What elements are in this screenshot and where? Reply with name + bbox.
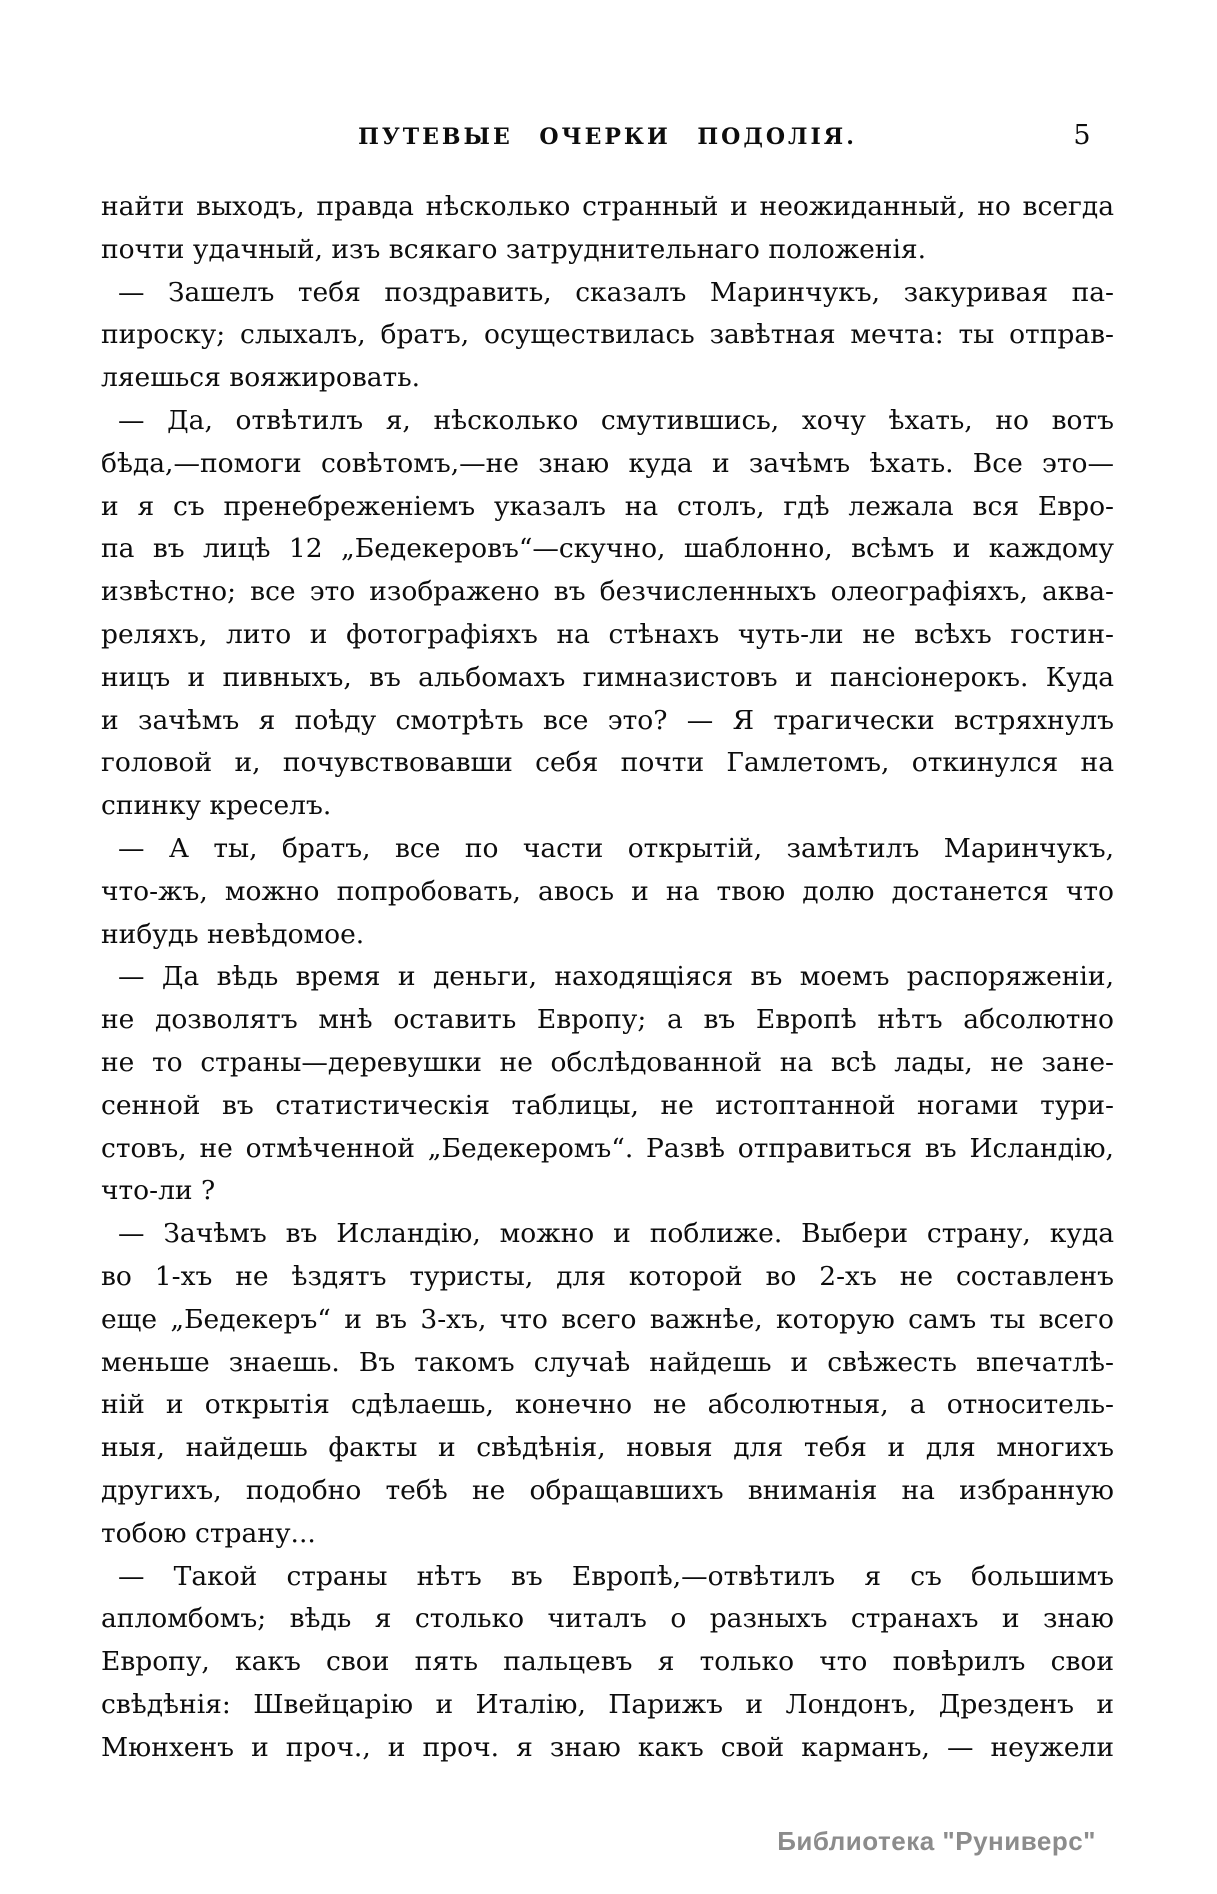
text-line: не дозволятъ мнѣ оставить Европу; а въ Европѣ нѣтъ абсолютно <box>101 1004 1114 1036</box>
text-line: Европу, какъ свои пять пальцевъ я только что повѣрилъ свои <box>101 1646 1114 1678</box>
text-line: еще „Бедекеръ“ и въ 3-хъ, что всего важнѣе, которую самъ ты всего <box>101 1303 1114 1335</box>
text-line: — Да вѣдь время и деньги, находящіяся въ моемъ распоряженіи, <box>118 961 1114 993</box>
text-line: спинку креселъ. <box>101 790 332 822</box>
text-line: во 1-хъ не ѣздятъ туристы, для которой во 2-хъ не составленъ <box>101 1260 1114 1292</box>
text-line: что-ли ? <box>101 1175 216 1207</box>
text-line: бѣда,—помоги совѣтомъ,—не знаю куда и зачѣмъ ѣхать. Все это— <box>101 447 1114 479</box>
text-line: — Да, отвѣтилъ я, нѣсколько смутившись, хочу ѣхать, но вотъ <box>118 404 1114 436</box>
text-line: другихъ, подобно тебѣ не обращавшихъ вниманія на избранную <box>101 1474 1114 1506</box>
text-line: головой и, почувствовавши себя почти Гамлетомъ, откинулся на <box>101 747 1114 779</box>
text-line: па въ лицѣ 12 „Бедекеровъ“—скучно, шаблонно, всѣмъ и каждому <box>101 533 1114 565</box>
text-line: — Зашелъ тебя поздравить, сказалъ Маринчукъ, закуривая па- <box>118 276 1114 308</box>
text-line: и я съ пренебреженіемъ указалъ на столъ, гдѣ лежала вся Евро- <box>101 490 1114 522</box>
text-line: Мюнхенъ и проч., и проч. я знаю какъ свой карманъ, — неужели <box>101 1731 1114 1763</box>
text-line: не то страны—деревушки не обслѣдованной на всѣ лады, не зане- <box>101 1046 1114 1078</box>
text-line: — А ты, братъ, все по части открытій, замѣтилъ Маринчукъ, <box>118 832 1114 864</box>
running-header-title: ПУТЕВЫЕ ОЧЕРКИ ПОДОЛІЯ. <box>358 124 857 150</box>
text-line: реляхъ, лито и фотографіяхъ на стѣнахъ чуть-ли не всѣхъ гостин- <box>101 618 1114 650</box>
text-column <box>101 186 1114 1769</box>
text-line: ницъ и пивныхъ, въ альбомахъ гимназистовъ и пансіонерокъ. Куда <box>101 661 1114 693</box>
text-line: пироску; слыхалъ, братъ, осуществилась завѣтная мечта: ты отправ- <box>101 319 1114 351</box>
page-number: 5 <box>1073 120 1091 151</box>
text-line: извѣстно; все это изображено въ безчисленныхъ олеографіяхъ, аква- <box>101 576 1114 608</box>
text-line: апломбомъ; вѣдь я столько читалъ о разныхъ странахъ и знаю <box>101 1603 1114 1635</box>
text-line: — Такой страны нѣтъ въ Европѣ,—отвѣтилъ я съ большимъ <box>118 1560 1114 1592</box>
text-line: ляешься вояжировать. <box>101 362 421 394</box>
text-line: тобою страну... <box>101 1517 316 1549</box>
text-line: меньше знаешь. Въ такомъ случаѣ найдешь и свѣжесть впечатлѣ- <box>101 1346 1114 1378</box>
text-line: ній и открытія сдѣлаешь, конечно не абсолютныя, а относитель- <box>101 1389 1114 1421</box>
text-line: стовъ, не отмѣченной „Бедекеромъ“. Развѣ отправиться въ Исландію, <box>101 1132 1114 1164</box>
text-line: сенной въ статистическія таблицы, не истоптанной ногами тури- <box>101 1089 1114 1121</box>
text-line: найти выходъ, правда нѣсколько странный и неожиданный, но всегда <box>101 191 1114 222</box>
text-line: и зачѣмъ я поѣду смотрѣть все это? — Я трагически встряхнулъ <box>101 704 1114 736</box>
text-line: почти удачный, изъ всякаго затруднительнаго положенія. <box>101 233 927 265</box>
text-line: нибудь невѣдомое. <box>101 918 365 950</box>
library-watermark: Библиотека "Руниверс" <box>777 1826 1096 1856</box>
text-line: свѣдѣнія: Швейцарію и Италію, Парижъ и Лондонъ, Дрезденъ и <box>101 1688 1114 1720</box>
text-line: — Зачѣмъ въ Исландію, можно и поближе. Выбери страну, куда <box>118 1218 1114 1250</box>
text-line: ныя, найдешь факты и свѣдѣнія, новыя для тебя и для многихъ <box>101 1432 1114 1464</box>
text-line: что-жъ, можно попробовать, авось и на твою долю достанется что <box>101 875 1114 907</box>
